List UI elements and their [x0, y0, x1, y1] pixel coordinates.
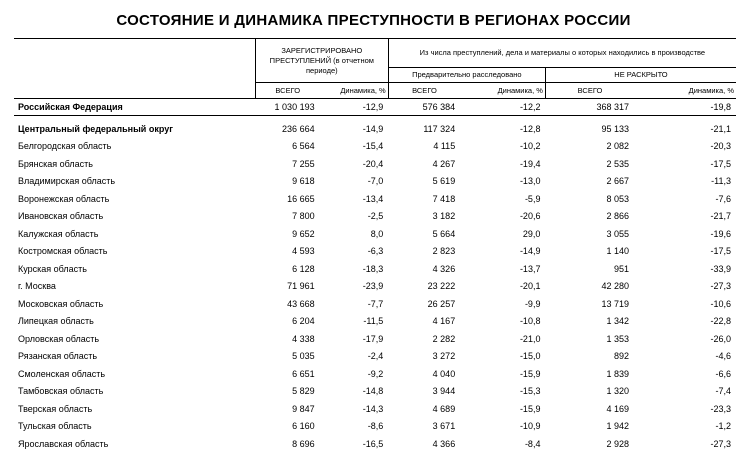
investigated-dynamics-cell: -10,2 [519, 141, 541, 152]
registered-dynamics-cell: -2,4 [367, 351, 384, 362]
investigated-total-cell: 117 324 [423, 123, 456, 134]
unsolved-dynamics-cell: -27,3 [710, 281, 731, 292]
registered-total-cell: 1 030 193 [255, 99, 319, 116]
investigated-total-cell: 576 384 [388, 99, 460, 116]
unsolved-total-cell: 1 320 [606, 386, 630, 397]
region-name: Тверская область [18, 403, 93, 414]
region-name: Центральный федеральный округ [18, 123, 173, 134]
registered-total-cell: 71 961 [287, 281, 315, 292]
investigated-dynamics-cell: -5,9 [524, 193, 541, 204]
investigated-dynamics-cell: -13,7 [519, 263, 541, 274]
registered-dynamics-cell: -14,3 [362, 403, 384, 414]
region-name: Брянская область [18, 158, 93, 169]
registered-dynamics-cell: -16,5 [362, 438, 384, 449]
investigated-dynamics-cell: -21,0 [519, 333, 541, 344]
registered-dynamics-cell: -11,5 [363, 316, 384, 327]
registered-total-cell: 8 696 [292, 438, 315, 449]
registered-dynamics-cell: -8,6 [367, 421, 384, 432]
investigated-total-header: ВСЕГО [388, 83, 460, 99]
investigated-total-cell: 4 115 [433, 141, 456, 152]
investigated-total-cell: 2 823 [432, 246, 456, 257]
investigated-dynamics-cell: -12,2 [460, 99, 545, 116]
registered-total-cell: 16 665 [287, 193, 315, 204]
region-name: Смоленская область [18, 368, 106, 379]
investigated-dynamics-cell: -15,3 [519, 386, 541, 397]
unsolved-total-cell: 1 140 [606, 246, 630, 257]
unsolved-total-header: ВСЕГО [545, 83, 634, 99]
investigated-dynamics-cell: -12,8 [519, 123, 541, 134]
region-name: Тамбовская область [18, 386, 104, 397]
table-row [14, 313, 736, 331]
unsolved-total-cell: 42 280 [601, 281, 630, 292]
table-row [14, 190, 736, 208]
investigated-dynamics-cell: -20,6 [519, 211, 541, 222]
investigated-total-cell: 3 272 [432, 351, 456, 362]
registered-dynamics-cell: -17,9 [362, 333, 384, 344]
unsolved-total-cell: 8 053 [606, 193, 630, 204]
investigated-dynamics-header: Динамика, % [460, 83, 545, 99]
region-name: Воронежская область [18, 193, 110, 204]
investigated-dynamics-cell: -10,9 [519, 421, 541, 432]
table-row [14, 99, 736, 116]
unsolved-dynamics-cell: -7,4 [715, 386, 731, 397]
registered-dynamics-header: Динамика, % [320, 83, 389, 99]
investigated-total-cell: 26 257 [427, 298, 456, 309]
unsolved-dynamics-cell: -10,6 [710, 298, 731, 309]
unsolved-total-cell: 95 133 [601, 123, 630, 134]
of-which-header: Из числа преступлений, дела и материалы о которых находились в производстве [388, 39, 736, 68]
unsolved-dynamics-cell: -23,3 [710, 403, 731, 414]
unsolved-dynamics-cell: -1,2 [715, 421, 731, 432]
registered-dynamics-cell: -14,9 [362, 123, 384, 134]
unsolved-dynamics-cell: -22,8 [710, 316, 731, 327]
registered-dynamics-cell: -2,5 [367, 211, 384, 222]
investigated-total-cell: 3 182 [432, 211, 456, 222]
registered-dynamics-cell: -6,3 [367, 246, 384, 257]
unsolved-total-cell: 1 342 [606, 316, 630, 327]
unsolved-dynamics-cell: -19,6 [710, 228, 731, 239]
registered-dynamics-cell: 8,0 [370, 228, 384, 239]
registered-total-cell: 4 338 [292, 333, 315, 344]
registered-total-cell: 4 593 [292, 246, 315, 257]
registered-dynamics-cell: -18,3 [362, 263, 384, 274]
unsolved-total-cell: 368 317 [545, 99, 634, 116]
region-name: Орловская область [18, 333, 100, 344]
unsolved-total-cell: 951 [614, 263, 630, 274]
region-name: Владимирская область [18, 176, 116, 187]
investigated-total-cell: 2 282 [432, 333, 456, 344]
investigated-total-cell: 4 326 [432, 263, 456, 274]
investigated-total-cell: 23 222 [427, 281, 456, 292]
unsolved-dynamics-cell: -6,6 [715, 368, 731, 379]
region-name: Московская область [18, 298, 104, 309]
region-name: Ивановская область [18, 211, 104, 222]
unsolved-total-cell: 1 353 [606, 333, 630, 344]
table-row [14, 155, 736, 173]
region-name: Белгородская область [18, 141, 112, 152]
investigated-dynamics-cell: 29,0 [522, 228, 541, 239]
registered-total-cell: 9 847 [292, 403, 315, 414]
investigated-dynamics-cell: -15,0 [519, 351, 541, 362]
table-row [14, 330, 736, 348]
table-row [14, 260, 736, 278]
investigated-header: Предварительно расследовано [388, 68, 545, 83]
table-row [14, 418, 736, 436]
registered-header: ЗАРЕГИСТРИРОВАНО ПРЕСТУПЛЕНИЙ (в отчетном периоде) [255, 39, 388, 83]
registered-total-cell: 5 035 [292, 351, 315, 362]
investigated-dynamics-cell: -8,4 [524, 438, 541, 449]
table-row [14, 120, 736, 138]
registered-total-cell: 43 668 [287, 298, 315, 309]
registered-dynamics-cell: -15,4 [362, 141, 384, 152]
region-name: Курская область [18, 263, 87, 274]
unsolved-total-cell: 2 866 [606, 211, 630, 222]
unsolved-dynamics-cell: -20,3 [710, 141, 731, 152]
investigated-total-cell: 3 944 [432, 386, 456, 397]
registered-dynamics-cell: -23,9 [362, 281, 384, 292]
registered-total-cell: 7 800 [292, 211, 315, 222]
unsolved-total-cell: 2 928 [606, 438, 630, 449]
table-row [14, 348, 736, 366]
region-name: Ярославская область [18, 438, 109, 449]
unsolved-total-cell: 1 839 [606, 368, 630, 379]
table-row [14, 278, 736, 296]
registered-total-header: ВСЕГО [255, 83, 319, 99]
registered-dynamics-cell: -20,4 [362, 158, 384, 169]
registered-dynamics-cell: -7,7 [367, 298, 384, 309]
investigated-dynamics-cell: -9,9 [524, 298, 541, 309]
unsolved-dynamics-cell: -7,6 [715, 193, 731, 204]
unsolved-total-cell: 2 667 [606, 176, 630, 187]
unsolved-dynamics-cell: -26,0 [710, 333, 731, 344]
registered-total-cell: 6 564 [292, 141, 315, 152]
registered-dynamics-cell: -12,9 [320, 99, 389, 116]
registered-total-cell: 6 204 [292, 316, 315, 327]
unsolved-dynamics-cell: -21,1 [710, 123, 731, 134]
unsolved-header: НЕ РАСКРЫТО [545, 68, 736, 83]
registered-total-cell: 6 651 [292, 368, 315, 379]
investigated-dynamics-cell: -10,8 [519, 316, 541, 327]
table-row [14, 225, 736, 243]
investigated-dynamics-cell: -14,9 [519, 246, 541, 257]
registered-dynamics-cell: -14,8 [362, 386, 384, 397]
investigated-dynamics-cell: -15,9 [519, 368, 541, 379]
region-name: Липецкая область [18, 316, 94, 327]
region-name: Российская Федерация [14, 99, 255, 116]
region-name: Тульская область [18, 421, 92, 432]
registered-total-cell: 9 618 [292, 176, 315, 187]
investigated-total-cell: 5 619 [432, 176, 456, 187]
table-row [14, 138, 736, 156]
unsolved-dynamics-cell: -17,5 [710, 158, 731, 169]
registered-total-cell: 6 160 [292, 421, 315, 432]
table-row [14, 295, 736, 313]
registered-total-cell: 6 128 [292, 263, 315, 274]
investigated-total-cell: 4 689 [432, 403, 456, 414]
registered-total-cell: 5 829 [292, 386, 315, 397]
unsolved-dynamics-cell: -19,8 [634, 99, 736, 116]
table-row [14, 173, 736, 191]
page-title: СОСТОЯНИЕ И ДИНАМИКА ПРЕСТУПНОСТИ В РЕГИОНАХ РОССИИ [116, 12, 631, 29]
investigated-total-cell: 7 418 [432, 193, 456, 204]
investigated-total-cell: 5 664 [432, 228, 456, 239]
crime-table [14, 38, 736, 453]
region-name: г. Москва [18, 281, 56, 292]
unsolved-dynamics-cell: -27,3 [710, 438, 731, 449]
investigated-total-cell: 4 366 [432, 438, 456, 449]
unsolved-total-cell: 13 719 [601, 298, 630, 309]
unsolved-dynamics-header: Динамика, % [634, 83, 736, 99]
region-name: Калужская область [18, 228, 99, 239]
table-row [14, 243, 736, 261]
table-body [14, 99, 736, 453]
investigated-total-cell: 3 671 [432, 421, 456, 432]
region-name: Рязанская область [18, 351, 98, 362]
table-row [14, 208, 736, 226]
investigated-total-cell: 4 167 [432, 316, 456, 327]
investigated-total-cell: 4 267 [432, 158, 456, 169]
unsolved-total-cell: 1 942 [606, 421, 630, 432]
unsolved-total-cell: 2 535 [606, 158, 630, 169]
registered-dynamics-cell: -7,0 [367, 176, 384, 187]
region-name: Костромская область [18, 246, 108, 257]
investigated-dynamics-cell: -15,9 [519, 403, 541, 414]
table-row [14, 400, 736, 418]
unsolved-total-cell: 2 082 [606, 141, 630, 152]
unsolved-total-cell: 3 055 [606, 228, 630, 239]
unsolved-dynamics-cell: -4,6 [715, 351, 731, 362]
investigated-dynamics-cell: -20,1 [519, 281, 541, 292]
registered-dynamics-cell: -9,2 [367, 368, 384, 379]
registered-total-cell: 9 652 [292, 228, 315, 239]
table-row [14, 365, 736, 383]
unsolved-dynamics-cell: -21,7 [710, 211, 731, 222]
registered-total-cell: 236 664 [282, 123, 315, 134]
investigated-total-cell: 4 040 [432, 368, 456, 379]
unsolved-total-cell: 892 [614, 351, 630, 362]
unsolved-dynamics-cell: -17,5 [710, 246, 731, 257]
investigated-dynamics-cell: -19,4 [519, 158, 541, 169]
unsolved-dynamics-cell: -11,3 [711, 176, 731, 187]
registered-total-cell: 7 255 [292, 158, 315, 169]
table-row [14, 383, 736, 401]
region-header [14, 39, 255, 99]
investigated-dynamics-cell: -13,0 [519, 176, 541, 187]
unsolved-total-cell: 4 169 [606, 403, 630, 414]
unsolved-dynamics-cell: -33,9 [710, 263, 731, 274]
registered-dynamics-cell: -13,4 [362, 193, 384, 204]
